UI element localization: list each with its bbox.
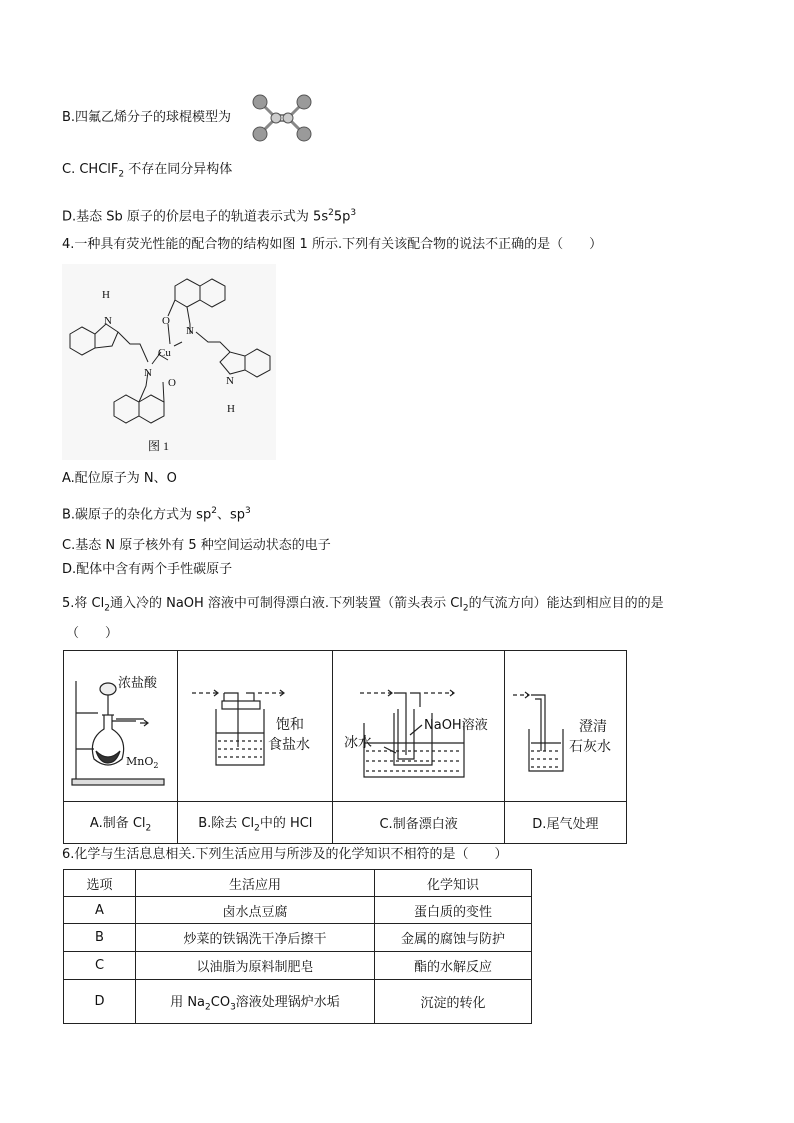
option-a-cell: A.制备 $Cl_2$ [64,802,178,844]
q4-stem: 4.一种具有荧光性能的配合物的结构如图 1 所示.下列有关该配合物的说法不正确的是（ ） [62,237,603,252]
apparatus-b-cell [178,651,333,802]
header-cell: 选项 [64,870,136,897]
table-header-row [64,870,532,897]
q4-option-a: A.配位原子为 N、O [62,471,177,486]
apparatus-d-cell [504,651,626,802]
mno2-label: MnO$_2$ [126,755,159,770]
q3-option-c: C. CHClF$_2$ 不存在同分异构体 [62,162,233,180]
table-row: D 用 $Na_2CO_3$溶液处理锅炉水垢 沉淀的转化 [64,980,532,1024]
atom-label: N [226,375,234,387]
apparatus-d-figure [505,651,626,797]
q5-apparatus-table [63,650,627,844]
atom-label: N [186,325,194,337]
q4-option-b: B.碳原子的杂化方式为 $sp^2$、$sp^3$ [62,506,251,523]
option-d-cell: D.尾气处理 [504,802,626,844]
atom-label: O [162,315,170,327]
apparatus-c-figure [334,651,504,797]
atom-label: Cu [158,347,171,359]
conc-hcl-label: 浓盐酸 [118,676,158,691]
table-row: A 卤水点豆腐 蛋白质的变性 [64,897,532,924]
q4-option-c: C.基态 N 原子核外有 5 种空间运动状态的电子 [62,538,331,553]
header-cell: 化学知识 [375,870,532,897]
header-cell: 生活应用 [136,870,375,897]
ball-stick-model-figure [246,92,318,144]
table-row: C 以油脂为原料制肥皂 酯的水解反应 [64,952,532,980]
limewater-label-1: 澄清 [578,719,607,735]
atom-label: O [168,377,176,389]
apparatus-a-figure [64,651,177,797]
complex-structure-figure [62,264,276,460]
q3-option-b: B.四氟乙烯分子的球棍模型为 [62,110,232,125]
q5-answer-paren: （ ） [66,626,119,641]
q4-option-d: D.配体中含有两个手性碳原子 [62,562,233,577]
q6-table [63,869,532,1024]
table-row: B 炒菜的铁锅洗干净后擦干 金属的腐蚀与防护 [64,924,532,952]
atom-label: H [227,403,235,415]
option-b-cell: B.除去 $Cl_2$中的 HCl [178,802,333,844]
option-c-cell: C.制备漂白液 [333,802,504,844]
apparatus-a-cell [64,651,178,802]
atom-label: N [104,315,112,327]
atom-label: H [102,289,110,301]
limewater-label-2: 石灰水 [568,739,611,755]
figure-caption: 图 1 [148,439,170,453]
atom-label: N [144,367,152,379]
q5-stem: 5.将 $Cl_2$通入冷的 NaOH 溶液中可制得漂白液.下列装置（箭头表示 $Cl_2$的气流方向）能达到相应目的的是 [62,596,664,614]
naoh-label: NaOH溶液 [423,718,488,733]
sat-salt-label-1: 饱和 [276,717,305,733]
q6-stem: 6.化学与生活息息相关.下列生活应用与所涉及的化学知识不相符的是（ ） [62,847,508,862]
row-d-application: 用 $Na_2CO_3$溶液处理锅炉水垢 [136,980,375,1024]
apparatus-b-figure [178,651,332,797]
apparatus-c-cell [333,651,504,802]
ice-water-label: 冰水 [343,735,372,751]
q3-option-d: D.基态 Sb 原子的价层电子的轨道表示式为 $5s^25p^3$ [62,208,357,225]
sat-salt-label-2: 食盐水 [268,737,311,753]
